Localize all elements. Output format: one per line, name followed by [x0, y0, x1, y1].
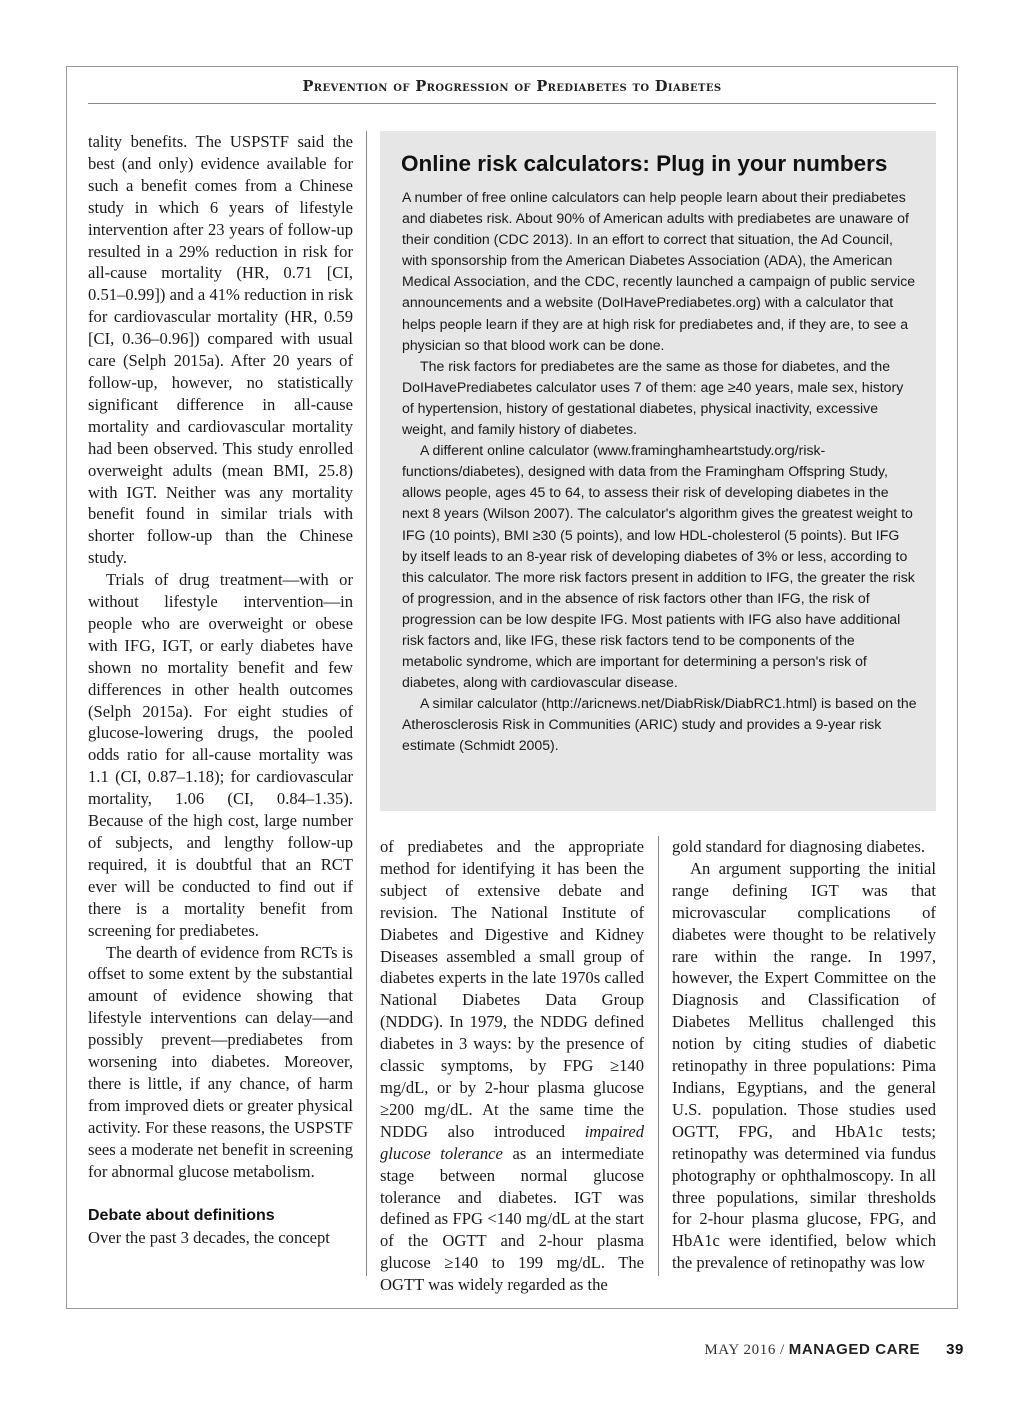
footer-separator: / — [779, 1342, 785, 1358]
header-rule — [88, 103, 936, 104]
column-1 — [88, 131, 353, 1248]
col1-paragraph-2: Trials of drug treatment—with or without lifestyle intervention—in people who are overweight or obese with IFG, IGT, or early diabetes have shown no mortality benefit and few differences in other health outcomes (Selph 2015a). For eight studies of glucose-lowering drugs, the pooled odds ratio for all-cause mortality was 1.1 (CI, 0.87–1.18); for cardiovascular mortality, 1.06 (CI, 0.84–1.35). Because of the high cost, large number of subjects, and lengthy follow-up required, it is doubtful that an RCT ever will be conducted to find out if there is a mortality benefit from screening for prediabetes. — [88, 570, 353, 940]
sidebar-title: Online risk calculators: Plug in your numbers — [401, 151, 888, 176]
sidebar-box — [380, 131, 936, 811]
column-divider-1 — [366, 131, 367, 1276]
section-heading: Debate about definitions — [88, 1206, 275, 1224]
sidebar-paragraph-2: The risk factors for prediabetes are the same as those for diabetes, and the DoIHavePrediabetes calculator uses 7 of them: age ≥40 years, male sex, history of hypertension, history of gestational diabetes, physical inactivity, excessive weight, and family history of diabetes. — [402, 357, 904, 438]
column-divider-2 — [658, 836, 659, 1276]
col1-paragraph-3: The dearth of evidence from RCTs is offset to some extent by the substantial amount of evidence showing that lifestyle interventions can delay—and possibly prevent—prediabetes from worsening into diabetes. Moreover, there is little, if any chance, of harm from improved diets or greater physical activity. For these reasons, the USPSTF sees a moderate net benefit in screening for abnormal glucose metabolism. — [88, 942, 353, 1181]
col1-paragraph-4: Over the past 3 decades, the concept — [88, 1227, 330, 1247]
page-number: 39 — [946, 1341, 964, 1358]
sidebar-body — [402, 187, 918, 757]
col3-paragraph-2: An argument supporting the initial range defining IGT was that microvascular complications of diabetes were thought to be relatively rare within the range. In 1997, however, the Expert Committee on the Diagnosis and Classification of Diabetes Mellitus challenged this notion by citing studies of diabetic retinopathy in three populations: Pima Indians, Egyptians, and the general U.S. population. Those studies used OGTT, FPG, and HbA1c tests; retinopathy was determined via fundus photography or ophthalmoscopy. In all three populations, similar thresholds for 2-hour plasma glucose, FPG, and HbA1c were identified, below which the prevalence of retinopathy was low — [672, 858, 936, 1273]
sidebar-paragraph-4: A similar calculator (http://aricnews.net/DiabRisk/DiabRC1.html) is based on the Atherosclerosis Risk in Communities (ARIC) study and provides a 9-year risk estimate (Schmidt 2005). — [402, 695, 917, 754]
sidebar-paragraph-1: A number of free online calculators can help people learn about their prediabetes and diabetes risk. About 90% of American adults with prediabetes are unaware of their condition (CDC 2013). In an effort to correct that situation, the Ad Council, with sponsorship from the American Diabetes Association (ADA), the American Medical Association, and the CDC, recently launched a campaign of public service announcements and a website (DoIHavePrediabetes.org) with a calculator that helps people learn if they are at high risk for prediabetes and, if they are, to see a physician so that blood work can be done. — [402, 189, 916, 353]
sidebar-paragraph-3: A different online calculator (www.framinghamheartstudy.org/risk-functions/diabetes), designed with data from the Framingham Offspring Study, allows people, ages 45 to 64, to assess their risk of developing diabetes in the next 8 years (Wilson 2007). The calculator's algorithm gives the greatest weight to IFG (10 points), BMI ≥30 (5 points), and low HDL-cholesterol (5 points). But IFG by itself leads to an 8-year risk of developing diabetes of 3% or less, according to this calculator. The more risk factors present in addition to IFG, the greater the risk of progression, and in the absence of risk factors other than IFG, the risk of progression can be low despite IFG. Most patients with IFG also have additional risk factors and, like IFG, these risk factors tend to be components of the metabolic syndrome, which are important for determining a person's risk of diabetes, along with cardiovascular disease. — [402, 442, 915, 691]
column-2 — [380, 836, 644, 1296]
column-3 — [672, 836, 936, 1274]
col2-paragraph-1 — [380, 836, 644, 1296]
page-footer — [704, 1341, 964, 1359]
col3-paragraph-1: gold standard for diagnosing diabetes. — [672, 837, 925, 856]
footer-magazine-name: MANAGED CARE — [788, 1341, 921, 1358]
col2-italic-term: impaired glucose tolerance — [380, 1121, 644, 1163]
col2-text-before: of prediabetes and the appropriate method for identifying it has been the subject of extensive debate and revision. The National Institute of Diabetes and Digestive and Kidney Diseases assembled a small group of diabetes experts in the late 1970s called National Diabetes Data Group (NDDG). In 1979, the NDDG defined diabetes in 3 ways: by the presence of classic symptoms, by FPG ≥140 mg/dL, or by 2-hour plasma glucose ≥200 mg/dL. At the same time the NDDG also introduced — [380, 837, 644, 1141]
footer-date: MAY 2016 — [704, 1342, 776, 1358]
col1-paragraph-1: tality benefits. The USPSTF said the best (and only) evidence available for such a benefit comes from a Chinese study in which 6 years of lifestyle intervention after 23 years of follow-up resulted in a 29% reduction in risk for all-cause mortality (HR, 0.71 [CI, 0.51–0.99]) and a 41% reduction in risk for cardiovascular mortality (HR, 0.59 [CI, 0.36–0.96]) compared with usual care (Selph 2015a). After 20 years of follow-up, however, no statistically significant difference in all-cause mortality and cardiovascular mortality had been observed. This study enrolled overweight adults (mean BMI, 25.8) with IGT. Neither was any mortality benefit found in similar trials with shorter follow-up than the Chinese study. — [88, 132, 353, 568]
running-head: Prevention of Progression of Prediabetes to Diabetes — [302, 78, 722, 95]
col2-text-after: as an intermediate stage between normal glucose tolerance and diabetes. IGT was defined as FPG <140 mg/dL at the start of the OGTT and 2-hour plasma glucose ≥140 to 199 mg/dL. The OGTT was widely regarded as the — [380, 1143, 644, 1295]
